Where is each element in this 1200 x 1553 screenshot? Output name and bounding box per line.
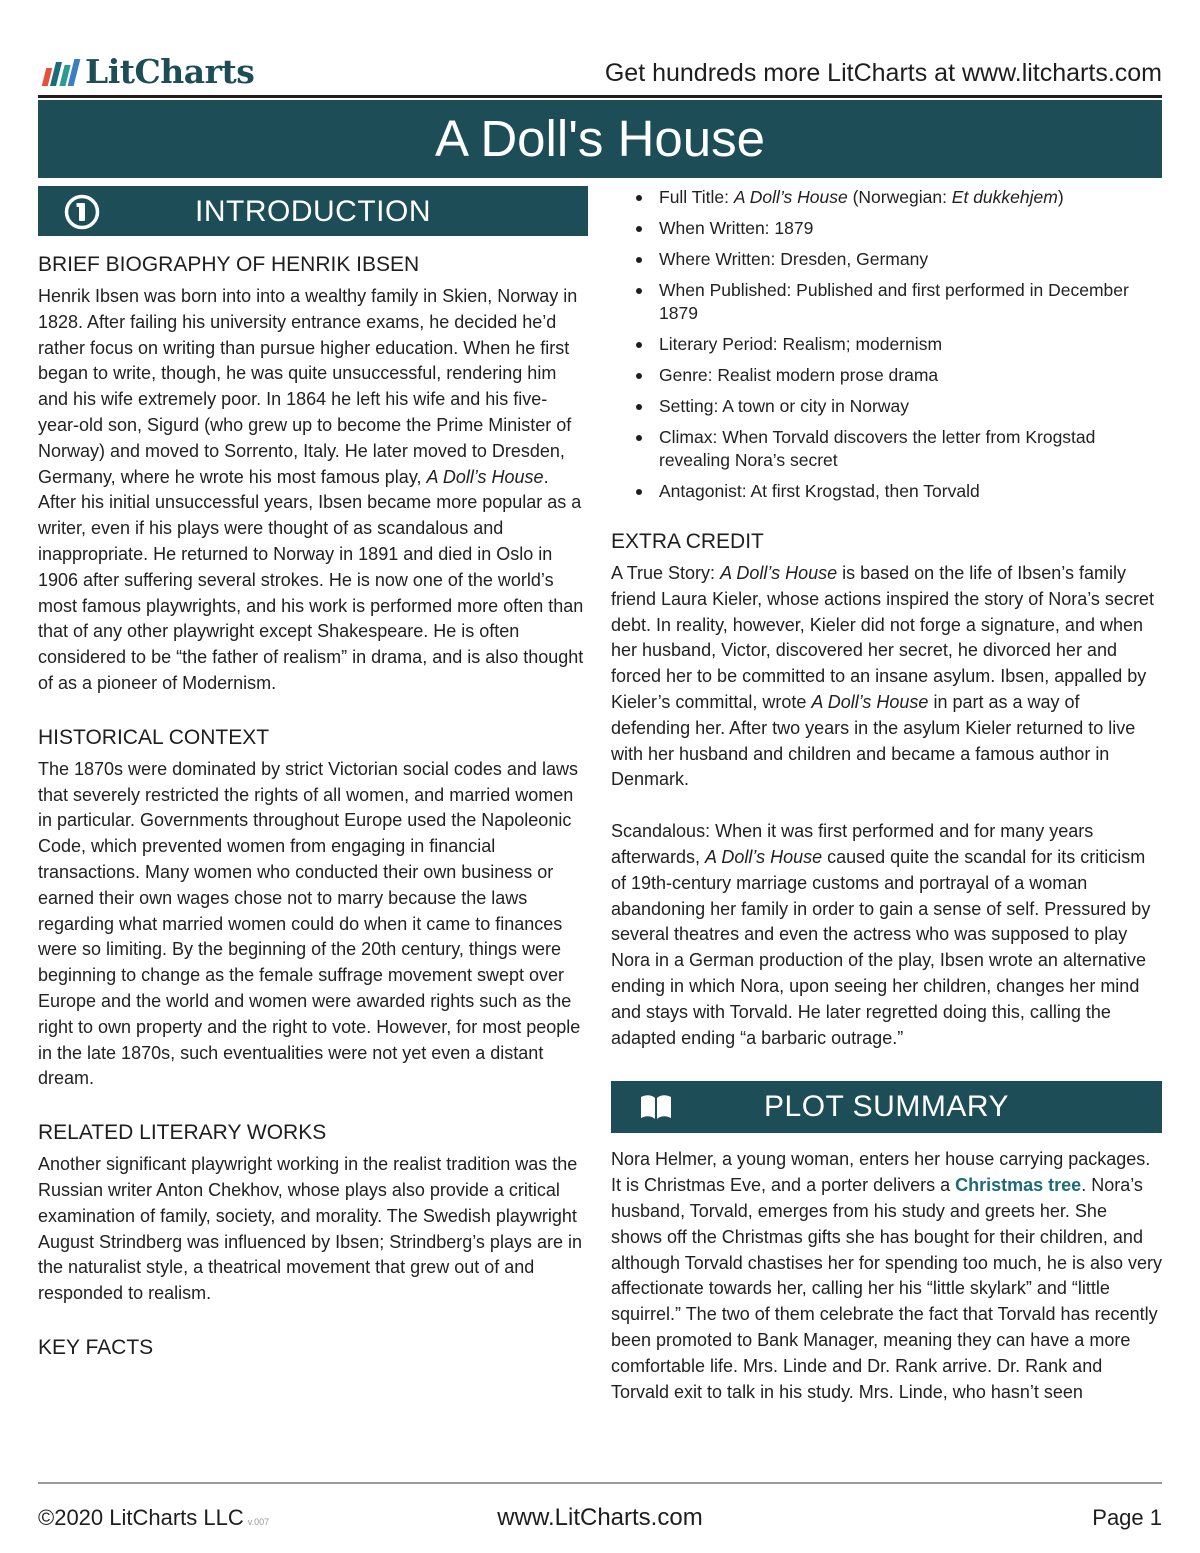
key-facts-heading: KEY FACTS	[38, 1335, 154, 1359]
biography-text: Henrik Ibsen was born into into a wealthy family in Skien, Norway in 1828. After failing his university entrance exams, he decided he’d rather focus on writing than pursue higher education. When he first began to write, though, he was quite unsuccessful, rendering him and his wife extremely poor. In 1864 he left his wife and his five-year-old son, Sigurd (who grew up to become the Prime Minister of Norway) and moved to Sorrento, Italy. He later moved to Dresden, Germany, where he wrote his most famous play, A Doll’s House. After his initial unsuccessful years, Ibsen became more popular as a writer, even if his plays were thought of as scandalous and inappropriate. He returned to Norway in 1891 and died in Oslo in 1906 after suffering several strokes. He is now one of the world’s most famous playwrights, and his work is performed more often than that of any other playwright except Shakespeare. He is often considered to be “the father of realism” in drama, and is also thought of as a pioneer of Modernism.	[38, 286, 584, 693]
header-tagline-link[interactable]: Get hundreds more LitCharts at www.litcharts.com	[604, 59, 1162, 87]
introduction-header	[38, 186, 588, 236]
left-column	[38, 186, 588, 1361]
biography-heading: BRIEF BIOGRAPHY OF HENRIK IBSEN	[38, 253, 420, 276]
related-works-heading: RELATED LITERARY WORKS	[38, 1121, 327, 1145]
true-story-text: A True Story: A Doll’s House is based on the life of Ibsen’s family friend Laura Kieler, whose actions inspired the story of Nora’s secret debt. In reality, however, Kieler did not forge a signature, and when her husband, Victor, discovered her secret, he divorced her and forced her to be committed to an insane asylum. Ibsen, appalled by Kieler’s committal, wrote A Doll’s House in part as a way of defending her. After two years in the asylum Kieler returned to live with her husband and children and became a famous author in Denmark.	[611, 563, 1154, 790]
key-fact-item: Climax: When Torvald discovers the letter from Krogstad revealing Nora’s secret	[611, 426, 1162, 472]
right-column	[611, 186, 1162, 1405]
plot-summary-heading: PLOT SUMMARY	[764, 1090, 1009, 1124]
logo-text: LitCharts	[85, 52, 255, 91]
key-fact-item: Where Written: Dresden, Germany	[611, 248, 1162, 271]
litcharts-logo[interactable]	[44, 54, 254, 90]
plot-summary-text: Nora Helmer, a young woman, enters her house carrying packages. It is Christmas Eve, and a porter delivers a Christmas tree. Nora’s husband, Torvald, emerges from his study and greets her. She shows off the Christmas gifts she has bought for their children, and although Torvald chastises her for spending too much, he is also very affectionate towards her, calling her his “little skylark” and “little squirrel.” The two of them celebrate the fact that Torvald has recently been promoted to Bank Manager, meaning they can have a more comfortable life. Mrs. Linde and Dr. Rank arrive. Dr. Rank and Torvald exit to talk in his study. Mrs. Linde, who hasn’t seen	[611, 1149, 1162, 1402]
key-fact-item: Setting: A town or city in Norway	[611, 395, 1162, 418]
christmas-tree-link[interactable]: Christmas tree	[955, 1175, 1082, 1196]
footer-copyright: ©2020 LitCharts LLC v.007	[38, 1505, 270, 1530]
page-footer	[38, 1500, 1162, 1536]
document-title: A Doll's House	[38, 100, 1162, 178]
logo-bars-icon	[44, 59, 77, 90]
header-divider	[38, 95, 1162, 98]
related-works-text: Another significant playwright working in the realist tradition was the Russian writer Anton Chekhov, whose plays also provide a critical examination of family, society, and morality. The Swedish playwright August Strindberg was influenced by Ibsen; Strindberg’s plays are in the naturalist style, a theatrical movement that grew out of and responded to realism.	[38, 1154, 582, 1304]
key-fact-item: Antagonist: At first Krogstad, then Torvald	[611, 480, 1162, 503]
page-number: Page 1	[1092, 1505, 1162, 1530]
key-fact-item: Genre: Realist modern prose drama	[611, 364, 1162, 387]
introduction-heading: INTRODUCTION	[195, 195, 431, 228]
page-header	[38, 50, 1162, 96]
plot-summary-header	[611, 1081, 1162, 1133]
key-fact-item: Full Title: A Doll’s House (Norwegian: Et dukkehjem)	[611, 186, 1162, 209]
key-facts-list	[611, 186, 1162, 503]
key-fact-item: Literary Period: Realism; modernism	[611, 333, 1162, 356]
historical-text: The 1870s were dominated by strict Victorian social codes and laws that severely restricted the rights of all women, and married women in particular. Governments throughout Europe used the Napoleonic Code, which prevented women from engaging in financial transactions. Many women who conducted their own business or earned their own wages chose not to marry because the laws regarding what married women could do when it came to finances were so limiting. By the beginning of the 20th century, things were beginning to change as the female suffrage movement swept over Europe and the world and women were awarded rights such as the right to own property and the right to vote. However, for most people in the late 1870s, such eventualities were not yet even a distant dream.	[38, 758, 581, 1089]
version-label: v.007	[247, 1517, 270, 1527]
scandalous-text: Scandalous: When it was first performed and for many years afterwards, A Doll’s House caused quite the scandal for its criticism of 19th-century marriage customs and portrayal of a woman abandoning her family in order to gain a sense of self. Pressured by several theatres and even the actress who was supposed to play Nora in a German production of the play, Ibsen wrote an alternative ending in which Nora, upon seeing her children, changes her mind and stays with Torvald. He later regretted doing this, calling the adapted ending “a barbaric outrage.”	[611, 821, 1151, 1048]
extra-credit-heading: EXTRA CREDIT	[611, 530, 764, 553]
key-fact-item: When Written: 1879	[611, 217, 1162, 240]
footer-divider	[38, 1482, 1162, 1484]
footer-site-link[interactable]: www.LitCharts.com	[497, 1504, 703, 1531]
key-fact-item: When Published: Published and first performed in December 1879	[611, 279, 1162, 325]
historical-heading: HISTORICAL CONTEXT	[38, 725, 270, 749]
